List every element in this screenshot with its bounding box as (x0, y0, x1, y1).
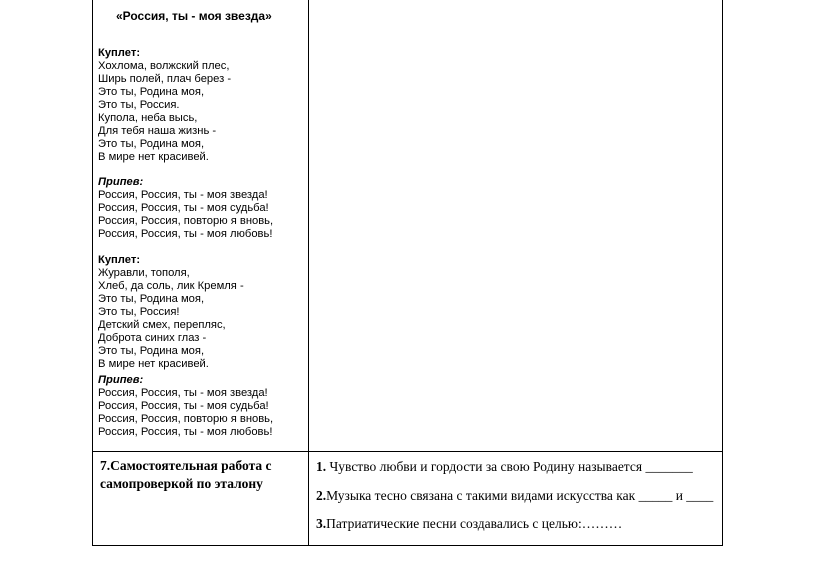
table-border-middle (308, 0, 309, 545)
verse-1-line: В мире нет красивей. (98, 151, 209, 163)
verse-2-line: Детский смех, перепляс, (98, 319, 226, 331)
table-row-divider (92, 451, 723, 452)
verse-1-line: Ширь полей, плач берез - (98, 73, 232, 85)
question-2-number: 2. (316, 488, 327, 503)
verse-2 (98, 254, 244, 371)
verse-2-line: Доброта синих глаз - (98, 332, 207, 344)
chorus-1-line: Россия, Россия, ты - моя любовь! (98, 228, 273, 240)
verse-1-line: Для тебя наша жизнь - (98, 125, 217, 137)
chorus-1-line: Россия, Россия, повторю я вновь, (98, 215, 274, 227)
verse-1-line: Это ты, Родина моя, (98, 86, 205, 98)
verse-1-line: Купола, неба высь, (98, 112, 198, 124)
question-1-text: Чувство любви и гордости за свою Родину называется _______ (326, 459, 693, 474)
verse-2-line: Хлеб, да соль, лик Кремля - (98, 280, 244, 292)
verse-1-line: Это ты, Родина моя, (98, 138, 205, 150)
question-3-number: 3. (316, 516, 327, 531)
table-border-left (92, 0, 93, 545)
song-title: «Россия, ты - моя звезда» (116, 9, 272, 23)
table-border-right (722, 0, 723, 545)
chorus-2-line: Россия, Россия, повторю я вновь, (98, 413, 274, 425)
verse-2-line: Это ты, Родина моя, (98, 293, 205, 305)
question-1-number: 1. (316, 459, 327, 474)
verse-1 (98, 47, 231, 164)
chorus-2-line: Россия, Россия, ты - моя звезда! (98, 387, 268, 399)
question-2 (316, 488, 713, 504)
verse-1-line: Это ты, Россия. (98, 99, 180, 111)
chorus-2-line: Россия, Россия, ты - моя любовь! (98, 426, 273, 438)
verse-1-line: Хохлома, волжский плес, (98, 60, 230, 72)
chorus-1 (98, 176, 273, 241)
chorus-1-line: Россия, Россия, ты - моя судьба! (98, 202, 269, 214)
chorus-1-line: Россия, Россия, ты - моя звезда! (98, 189, 268, 201)
verse-2-line: Журавли, тополя, (98, 267, 190, 279)
question-3-text: Патриатические песни создавались с целью:……… (326, 516, 623, 531)
verse-2-line: Это ты, Россия! (98, 306, 180, 318)
task-label: 7.Самостоятельная работа с самопроверкой по эталону (100, 458, 272, 491)
table-border-bottom (92, 545, 723, 546)
question-3 (316, 516, 622, 532)
chorus-2 (98, 374, 273, 439)
question-2-text: Музыка тесно связана с такими видами искусства как _____ и ____ (326, 488, 714, 503)
verse-2-header: Куплет: (98, 254, 141, 266)
verse-2-line: В мире нет красивей. (98, 358, 209, 370)
chorus-2-line: Россия, Россия, ты - моя судьба! (98, 400, 269, 412)
question-1 (316, 459, 693, 475)
verse-1-header: Куплет: (98, 47, 141, 59)
chorus-1-header: Припев: (98, 176, 144, 188)
verse-2-line: Это ты, Родина моя, (98, 345, 205, 357)
chorus-2-header: Припев: (98, 374, 144, 386)
